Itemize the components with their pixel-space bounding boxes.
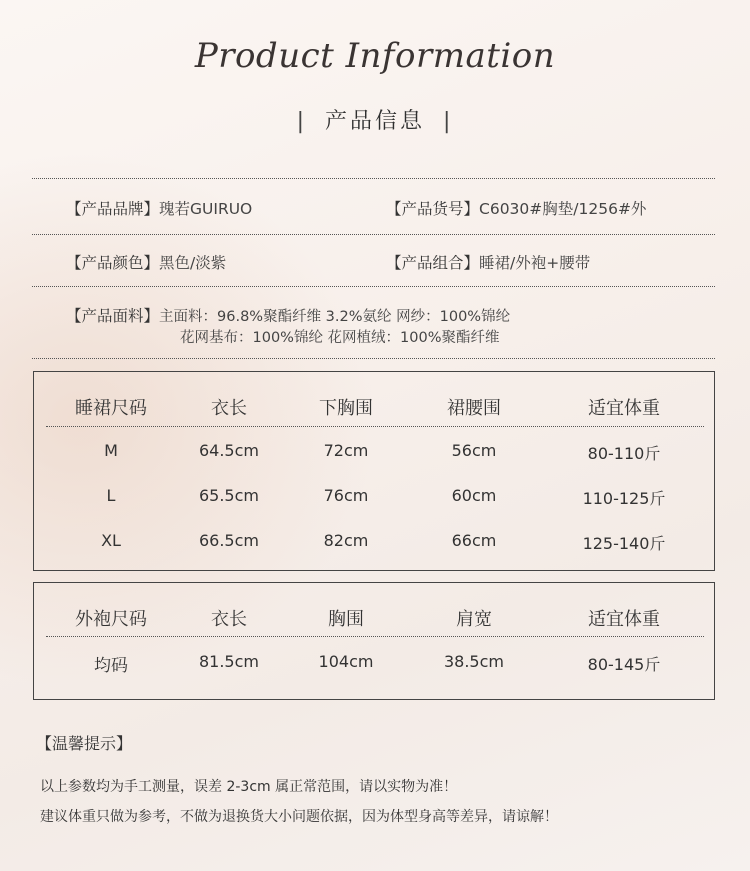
combo-field [386, 251, 590, 273]
brand-value: 瑰若GUIRUO [159, 200, 253, 218]
sku-field [386, 197, 646, 219]
color-field [66, 251, 226, 273]
color-value: 黑色/淡紫 [159, 254, 227, 272]
table-cell: 81.5cm [198, 652, 259, 671]
fabric-field [66, 304, 510, 326]
table-cell: 76cm [323, 486, 369, 505]
divider [32, 358, 715, 359]
robe-header-weight: 适宜体重 [588, 609, 660, 630]
robe-header-bust: 胸围 [328, 609, 364, 630]
table-cell: 66.5cm [198, 531, 259, 550]
color-label: 【产品颜色】 [66, 254, 160, 272]
table-cell: 80-145斤 [587, 655, 661, 674]
divider [32, 234, 715, 235]
title-bar-left: | [296, 109, 307, 134]
dress-size-table [33, 371, 715, 571]
script-title: Product Information [194, 36, 556, 76]
dress-header-length: 衣长 [211, 398, 247, 419]
table-cell: 125-140斤 [582, 534, 666, 553]
sku-value: C6030#胸垫/1256#外 [479, 200, 647, 218]
section-title [0, 104, 750, 135]
dress-header-waist: 裙腰围 [447, 398, 501, 419]
table-cell: 均码 [94, 656, 128, 676]
robe-size-table [33, 582, 715, 700]
tips-line-1: 以上参数均为手工测量，误差 2-3cm 属正常范围，请以实物为准！ [40, 779, 458, 795]
robe-header-length: 衣长 [211, 609, 247, 630]
table-cell: 38.5cm [443, 652, 504, 671]
tips-title: 【温馨提示】 [36, 734, 133, 753]
brand-field [66, 197, 252, 219]
table-cell: 56cm [451, 441, 497, 460]
fabric-label: 【产品面料】 [66, 307, 160, 325]
combo-value: 睡裙/外袍+腰带 [479, 254, 591, 272]
table-cell: 66cm [451, 531, 497, 550]
table-cell: XL [101, 531, 121, 550]
dress-header-underbust: 下胸围 [319, 398, 373, 419]
tips-line-2: 建议体重只做为参考，不做为退换货大小问题依据，因为体型身高等差异，请谅解！ [40, 809, 558, 825]
table-divider [46, 426, 704, 427]
table-cell: 80-110斤 [587, 444, 661, 463]
table-cell: 82cm [323, 531, 369, 550]
divider [32, 286, 715, 287]
dress-header-size: 睡裙尺码 [75, 398, 147, 419]
table-divider [46, 636, 704, 637]
table-cell: 110-125斤 [582, 489, 666, 508]
brand-label: 【产品品牌】 [66, 200, 160, 218]
table-cell: 65.5cm [198, 486, 259, 505]
table-cell: 60cm [451, 486, 497, 505]
divider [32, 178, 715, 179]
robe-header-size: 外袍尺码 [75, 609, 147, 630]
table-cell: L [106, 486, 116, 505]
robe-header-shoulder: 肩宽 [456, 609, 492, 630]
combo-label: 【产品组合】 [386, 254, 480, 272]
fabric-value-line2: 花网基布：100%锦纶 花网植绒：100%聚酯纤维 [180, 330, 500, 346]
dress-header-weight: 适宜体重 [588, 398, 660, 419]
sku-label: 【产品货号】 [386, 200, 480, 218]
fabric-value-line1: 主面料：96.8%聚酯纤维 3.2%氨纶 网纱：100%锦纶 [159, 309, 511, 325]
table-cell: M [104, 441, 118, 460]
title-bar-right: | [443, 109, 454, 134]
table-cell: 64.5cm [198, 441, 259, 460]
table-cell: 104cm [318, 652, 374, 671]
title-text: 产品信息 [324, 109, 425, 134]
table-cell: 72cm [323, 441, 369, 460]
